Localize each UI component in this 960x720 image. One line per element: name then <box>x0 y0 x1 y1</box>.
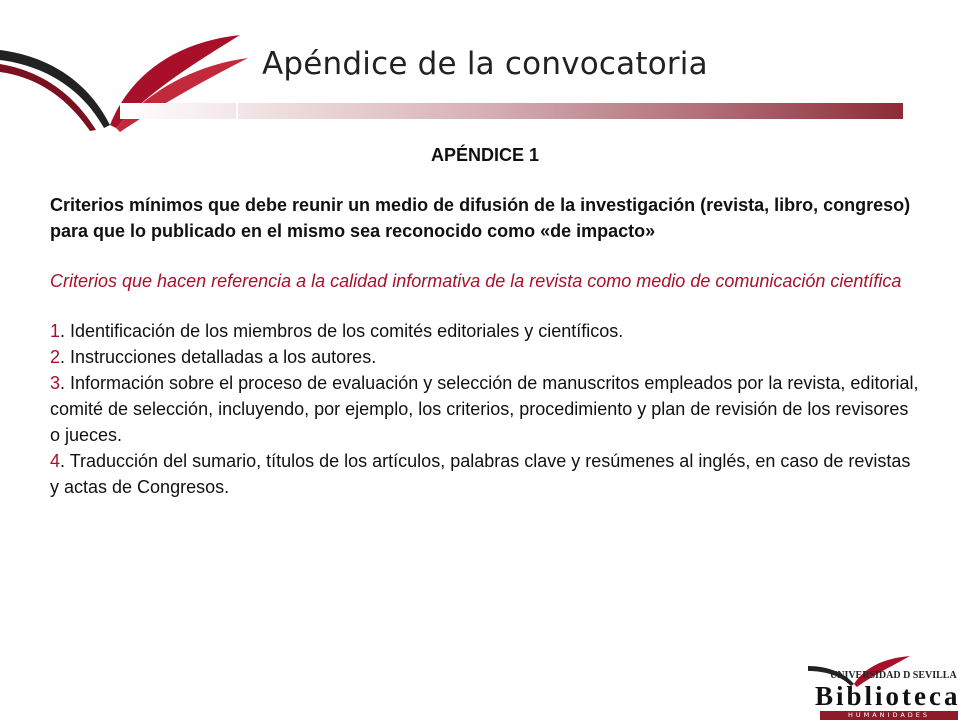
library-section-bar: HUMANIDADES <box>820 711 958 720</box>
library-name: Biblioteca <box>815 681 960 711</box>
list-item-number: 4 <box>50 451 61 471</box>
title-bar-divider <box>236 103 238 119</box>
page-title: Apéndice de la convocatoria <box>262 46 708 82</box>
list-item <box>50 370 920 448</box>
main-content <box>50 142 920 500</box>
list-item <box>50 318 920 344</box>
appendix-heading: APÉNDICE 1 <box>430 145 540 165</box>
criteria-heading: Criterios mínimos que debe reunir un medio de difusión de la investigación (revista, libro, congreso) para que lo publicado en el mismo sea reconocido como «de impacto» <box>50 195 911 241</box>
list-item-text: . Identificación de los miembros de los comités editoriales y científicos. <box>60 321 624 341</box>
list-item-text: . Traducción del sumario, títulos de los artículos, palabras clave y resúmenes al inglés, en caso de revistas y actas de Congresos. <box>50 451 911 497</box>
university-name: UNIVERSIDAD D SEVILLA <box>830 670 957 681</box>
list-item-text: . Información sobre el proceso de evaluación y selección de manuscritos empleados por la revista, editorial, comité de selección, incluyendo, por ejemplo, los criterios, procedimiento y plan de revisión de los revisores o jueces. <box>50 373 919 445</box>
list-item-number: 2 <box>50 347 61 367</box>
criteria-subheading: Criterios que hacen referencia a la calidad informativa de la revista como medio de comunicación científica <box>50 271 902 291</box>
list-item-number: 1 <box>50 321 61 341</box>
book-logo-icon <box>0 30 250 140</box>
list-item <box>50 344 920 370</box>
list-item <box>50 448 920 500</box>
list-item-number: 3 <box>50 373 61 393</box>
criteria-list <box>50 318 920 500</box>
list-item-text: . Instrucciones detalladas a los autores. <box>60 347 377 367</box>
